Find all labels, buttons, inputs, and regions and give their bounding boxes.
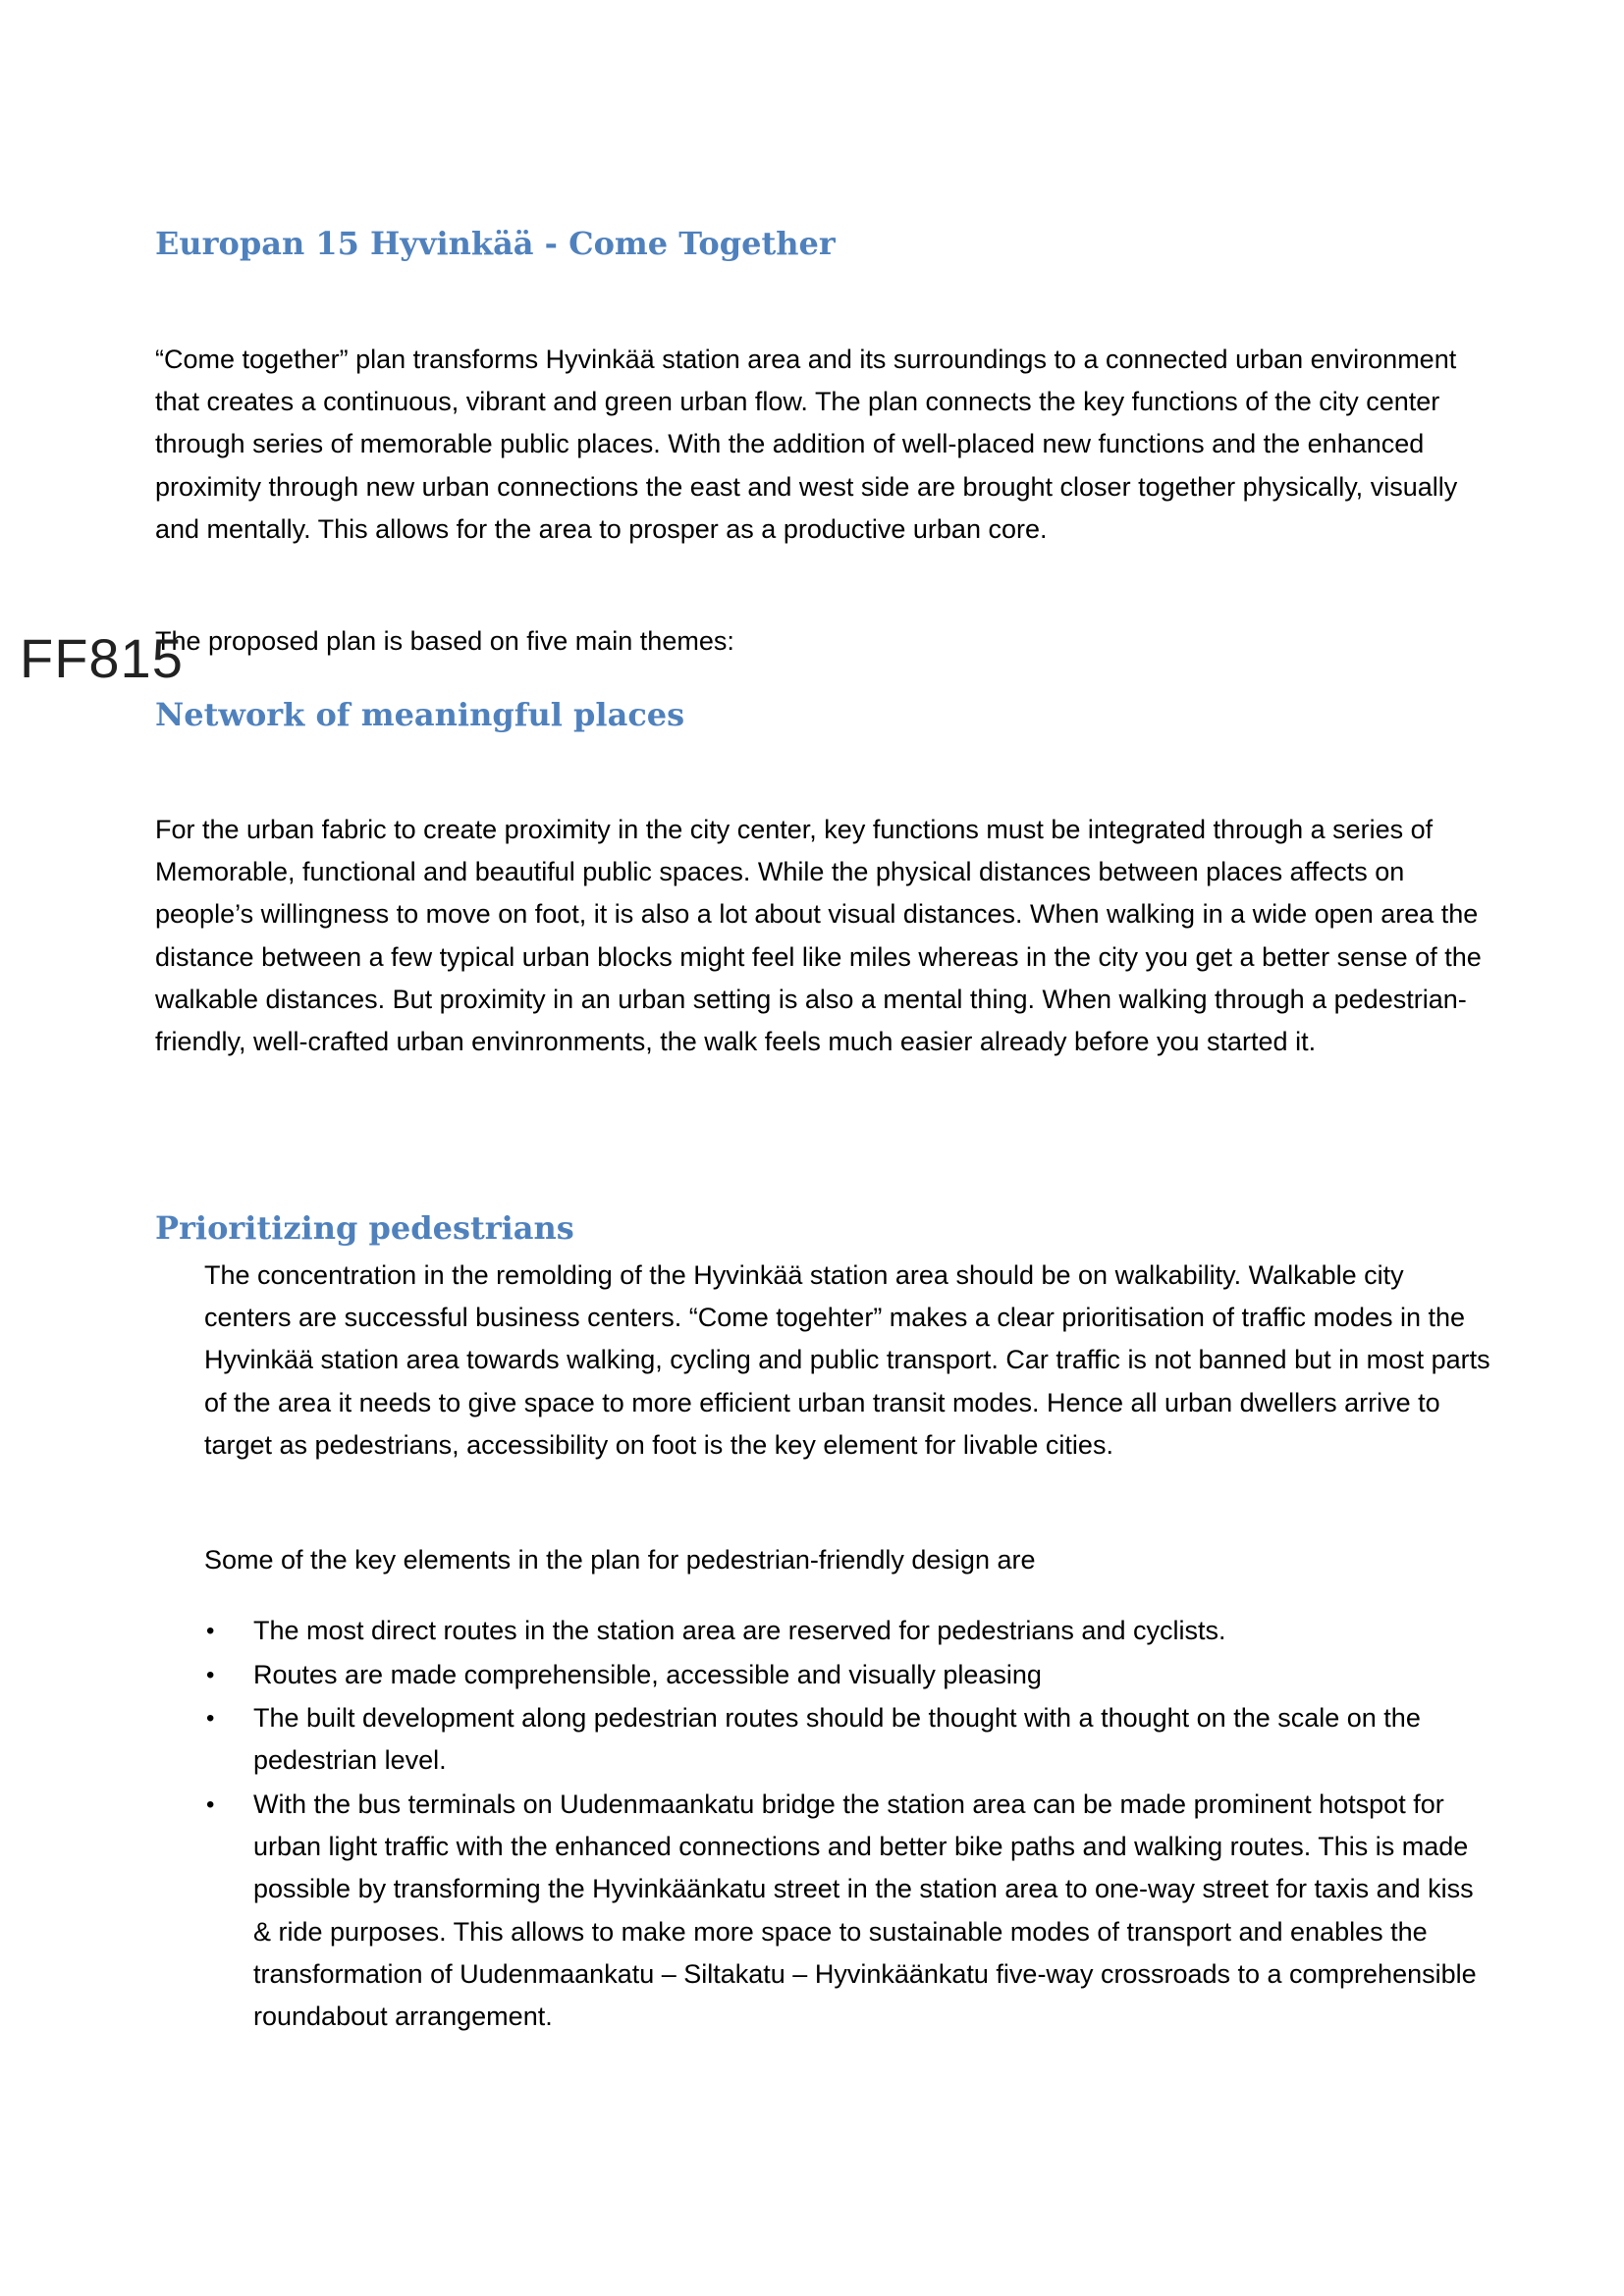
list-item-text: With the bus terminals on Uudenmaankatu bridge the station area can be made prominent hotspot for urban light traffic with the enhanced connections and better bike paths and walking routes. This is made possible by transforming the Hyvinkäänkatu street in the station area to one-way street for taxis and kiss & ride purposes. This allows to make more space to sustainable modes of transport and enables the transformation of Uudenmaankatu – Siltakatu – Hyvinkäänkatu five-way crossroads to a comprehensible roundabout arrangement.	[253, 1789, 1477, 2031]
intro-paragraph: “Come together” plan transforms Hyvinkää station area and its surroundings to a connected urban environment that creates a continuous, vibrant and green urban flow. The plan connects the key functions of the city center through series of memorable public places. With the addition of well-placed new functions and the enhanced proximity through new urban connections the east and west side are brought closer together physically, visually and mentally. This allows for the area to prosper as a productive urban core.	[155, 345, 1458, 544]
section-body-pedestrians: The concentration in the remolding of the Hyvinkää station area should be on walkability. Walkable city centers are successful business centers. “Come togehter” makes a clear prioritisation of traffic modes in the Hyvinkää station area towards walking, cycling and public transport. Car traffic is not banned but in most parts of the area it needs to give space to more efficient urban transit modes. Hence all urban dwellers arrive to target as pedestrians, accessibility on foot is the key element for livable cities.	[204, 1260, 1490, 1460]
list-item	[204, 1784, 1490, 2038]
list-item-text: Routes are made comprehensible, accessible and visually pleasing	[253, 1659, 1042, 1689]
key-elements-list	[204, 1610, 1490, 2040]
reference-stamp: FF815	[20, 627, 184, 689]
bullet-icon: •	[206, 1661, 215, 1688]
list-item	[204, 1610, 1490, 1652]
bullet-icon: •	[206, 1790, 215, 1818]
section-heading-network: Network of meaningful places	[155, 696, 685, 733]
section-heading-pedestrians: Prioritizing pedestrians	[155, 1209, 574, 1247]
list-item-text: The most direct routes in the station area are reserved for pedestrians and cyclists.	[253, 1616, 1226, 1645]
list-intro: Some of the key elements in the plan for pedestrian-friendly design are	[204, 1545, 1036, 1575]
list-item	[204, 1697, 1490, 1782]
list-item-text: The built development along pedestrian routes should be thought with a thought on the scale on the pedestrian level.	[253, 1703, 1421, 1776]
section-body-network: For the urban fabric to create proximity in the city center, key functions must be integrated through a series of Memorable, functional and beautiful public spaces. While the physical distances between places affects on people’s willingness to move on foot, it is also a lot about visual distances. When walking in a wide open area the distance between a few typical urban blocks might feel like miles whereas in the city you get a better sense of the walkable distances. But proximity in an urban setting is also a mental thing. When walking through a pedestrian-friendly, well-crafted urban envinronments, the walk feels much easier already before you started it.	[155, 815, 1482, 1057]
list-item	[204, 1654, 1490, 1696]
document-title: Europan 15 Hyvinkää - Come Together	[155, 225, 836, 262]
bullet-icon: •	[206, 1618, 215, 1644]
themes-intro: The proposed plan is based on five main themes:	[155, 626, 734, 656]
bullet-icon: •	[206, 1705, 215, 1733]
